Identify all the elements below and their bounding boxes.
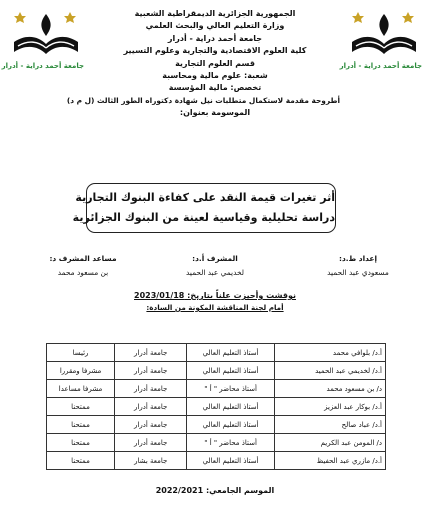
jury-name: د/ بن مسعود محمد: [274, 380, 385, 398]
specialty-name: تخصص: مالية المؤسسة: [168, 83, 262, 93]
university-logo-caption: جامعة أحمد دراية - أدرار: [339, 62, 422, 70]
republic-name: الجمهورية الجزائرية الديمقراطية الشعبية: [134, 9, 296, 18]
academic-year: الموسم الجامعي: 2022/2021: [155, 486, 275, 495]
cosupervisor-label: مساعد المشرف د:: [49, 254, 117, 263]
jury-name: أ.د/ بوكار عبد العزيز: [274, 398, 385, 416]
book-logo-icon: [8, 8, 84, 60]
thesis-title-box: [72, 183, 336, 233]
jury-role: ممتحنا: [47, 434, 115, 452]
table-row: [47, 452, 386, 470]
jury-rank: أستاذ التعليم العالي: [187, 416, 274, 434]
jury-rank: أستاذ محاضر " أ ": [187, 434, 274, 452]
table-row: [47, 344, 386, 362]
jury-university: جامعة أدرار: [115, 434, 187, 452]
jury-role: مشرفا مساعدا: [47, 380, 115, 398]
table-row: [47, 416, 386, 434]
defense-date-line: نوقشت وأجيزت علناً بتاريخ: 2023/01/18: [134, 291, 296, 300]
cosupervisor-name: بن مسعود محمد: [57, 268, 109, 277]
thesis-intro: أطروحة مقدمة لاستكمال متطلبات نيل شهادة دكتوراه الطور الثالث (ل م د): [66, 95, 340, 105]
jury-university: جامعة أدرار: [115, 398, 187, 416]
jury-role: ممتحنا: [47, 452, 115, 470]
jury-university: جامعة أدرار: [115, 416, 187, 434]
titled-label: الموسومة بعنوان:: [179, 108, 251, 118]
table-row: [47, 380, 386, 398]
jury-name: د/ المومن عبد الكريم: [274, 434, 385, 452]
thesis-title-line-1: أثر تغيرات قيمة النقد على كفاءة البنوك التجارية: [75, 191, 335, 204]
supervisor-block: [165, 252, 265, 280]
cosupervisor-block: [28, 252, 138, 280]
university-logo-left: [1, 8, 84, 70]
jury-name: أ.د/ لخديمي عبد الحميد: [274, 362, 385, 380]
jury-role: مشرفا ومقررا: [47, 362, 115, 380]
student-block: [308, 252, 408, 280]
jury-rank: أستاذ التعليم العالي: [187, 398, 274, 416]
jury-table: [46, 343, 386, 470]
jury-university: جامعة بشار: [115, 452, 187, 470]
ministry-name: وزارة التعليم العالي والبحث العلمي: [145, 21, 285, 31]
jury-role: رئيسا: [47, 344, 115, 362]
jury-name: أ.د/ عباد صالح: [274, 416, 385, 434]
jury-rank: أستاذ التعليم العالي: [187, 362, 274, 380]
defense-info: [120, 290, 310, 314]
jury-name: أ.د/ مازري عبد الحفيظ: [274, 452, 385, 470]
committee-header: أمام لجنة المناقشة المكونة من السادة:: [146, 303, 284, 312]
university-logo-caption: جامعة أحمد دراية - أدرار: [1, 62, 84, 70]
jury-name: أ.د/ بلوافي محمد: [274, 344, 385, 362]
supervisor-name: لخديمي عبد الحميد: [185, 268, 245, 277]
table-row: [47, 362, 386, 380]
jury-university: جامعة أدرار: [115, 362, 187, 380]
jury-rank: أستاذ التعليم العالي: [187, 452, 274, 470]
supervisor-label: المشرف أ.د:: [192, 254, 238, 263]
jury-rank: أستاذ محاضر " أ ": [187, 380, 274, 398]
student-name: مسعودي عبد الحميد: [327, 268, 389, 277]
thesis-title-line-2: دراسة تحليلية وقياسية لعينة من البنوك الجزائرية: [72, 211, 335, 224]
jury-university: جامعة أدرار: [115, 344, 187, 362]
branch-name: شعبة: علوم مالية ومحاسبة: [162, 71, 268, 81]
table-row: [47, 398, 386, 416]
faculty-name: كلية العلوم الاقتصادية والتجارية وعلوم التسيير: [123, 46, 307, 56]
jury-rank: أستاذ التعليم العالي: [187, 344, 274, 362]
jury-university: جامعة أدرار: [115, 380, 187, 398]
university-logo-right: [339, 8, 422, 70]
jury-role: ممتحنا: [47, 416, 115, 434]
student-label: إعداد ط.د:: [339, 254, 377, 263]
table-row: [47, 434, 386, 452]
book-logo-icon: [346, 8, 422, 60]
jury-role: ممتحنا: [47, 398, 115, 416]
department-name: قسم العلوم التجارية: [175, 58, 255, 68]
institution-header: [66, 8, 340, 120]
university-name: جامعة أحمد دراية - أدرار: [167, 33, 263, 43]
